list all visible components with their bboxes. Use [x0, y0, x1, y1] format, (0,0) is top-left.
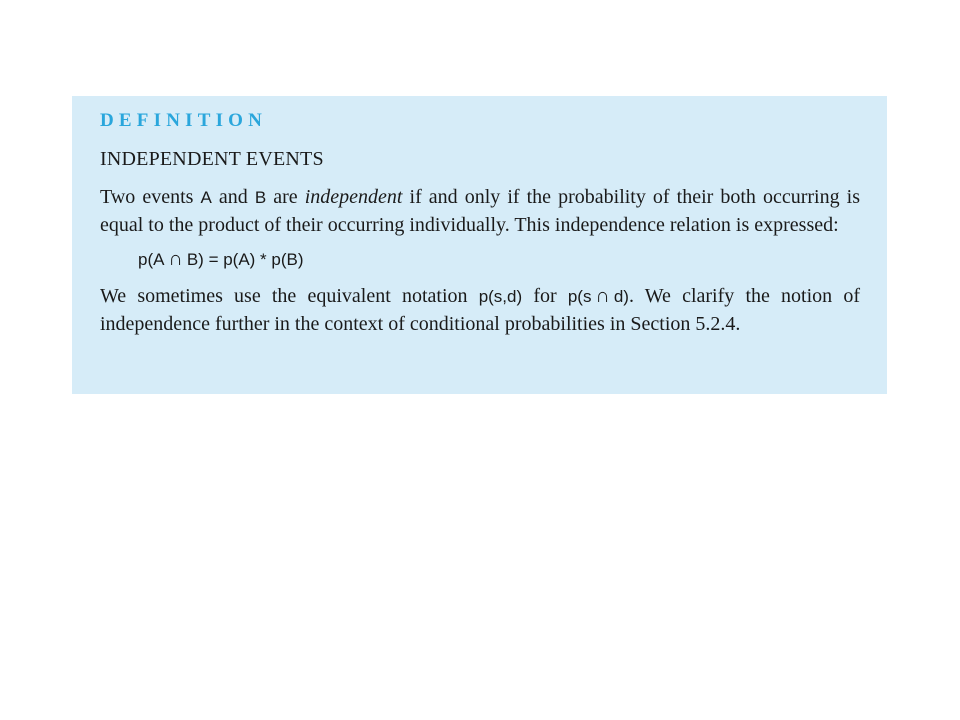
variable-a: A	[200, 188, 212, 207]
text-run: Two events	[100, 186, 201, 208]
emphasis-independent: independent	[304, 186, 403, 208]
text-run: for	[522, 285, 568, 307]
text-run: . We clarify the notion of independence further in the context of conditional probabilities in Section 5.2.4.	[100, 285, 861, 335]
variable-b: B	[254, 188, 267, 207]
intersection-symbol: ∩	[595, 285, 610, 307]
text-run: and	[211, 186, 255, 208]
intersection-symbol: ∩	[168, 248, 183, 270]
formula-part: B) = p(A) * p(B)	[186, 250, 304, 269]
notation-paragraph	[100, 283, 860, 337]
formula-part: p(A	[138, 250, 165, 269]
text-run: if and only if the probability of their both occurring is equal to the product of their occurring individually. This independence relation is expressed:	[100, 186, 860, 236]
notation-intersection-open: p(s	[567, 287, 592, 306]
definition-box	[72, 96, 887, 394]
notation-psd: p(s,d)	[478, 287, 523, 306]
definition-title: INDEPENDENT EVENTS	[100, 148, 324, 170]
formula	[138, 246, 860, 273]
text-run: We sometimes use the equivalent notation	[100, 285, 479, 307]
notation-intersection-close: d)	[613, 287, 629, 306]
text-run: are	[266, 186, 305, 208]
definition-paragraph	[100, 184, 860, 238]
definition-label: DEFINITION	[100, 110, 268, 131]
